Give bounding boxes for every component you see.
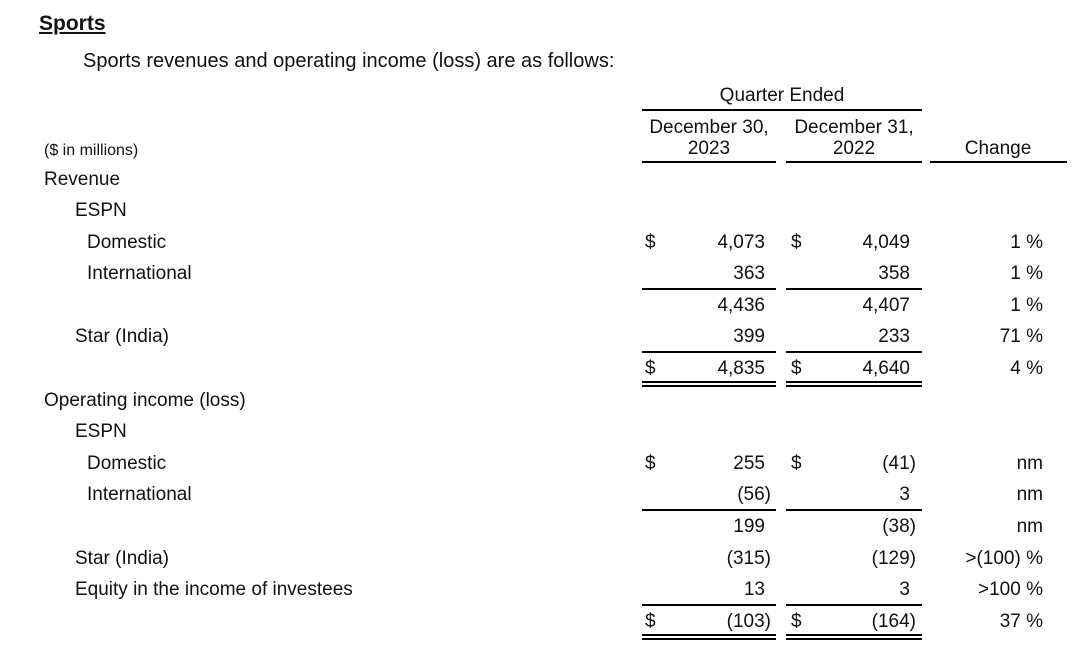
value-2023: 13 [743,579,765,600]
row-label: Star (India) [75,326,169,347]
currency-symbol: $ [791,611,802,632]
value-2023: (103) [726,611,771,632]
value-2022: (164) [871,611,916,632]
value-change: 1 % [1010,263,1043,284]
value-2022: 358 [878,263,910,284]
value-2022: 233 [878,326,910,347]
row-label: Equity in the income of investees [75,579,353,600]
row-label: Operating income (loss) [44,390,246,411]
col1-header-rule [642,161,776,163]
row-label: ESPN [75,200,127,221]
total-rule [642,604,776,606]
double-underline [786,634,922,640]
total-rule [786,604,922,606]
value-2023: 4,436 [717,295,765,316]
currency-symbol: $ [791,232,802,253]
value-2022: (38) [882,516,916,537]
value-change: >(100) % [965,548,1043,569]
col1-header-line2: 2023 [687,138,731,159]
double-underline [642,634,776,640]
value-change: 1 % [1010,232,1043,253]
currency-symbol: $ [645,232,656,253]
double-underline [786,381,922,387]
subtotal-rule [642,509,776,511]
value-change: 4 % [1010,358,1043,379]
units-label: ($ in millions) [44,142,139,159]
currency-symbol: $ [645,358,656,379]
value-2023: 4,835 [717,358,765,379]
section-title: Sports [39,12,106,35]
currency-symbol: $ [645,611,656,632]
total-rule [642,351,776,353]
value-change: nm [1016,516,1043,537]
quarter-ended-header: Quarter Ended [719,85,845,106]
value-2023: (315) [726,548,771,569]
value-2022: 4,049 [862,232,910,253]
row-label: ESPN [75,421,127,442]
subtotal-rule [642,288,776,290]
value-2022: 4,407 [862,295,910,316]
value-2022: 3 [899,579,910,600]
row-label: International [87,484,192,505]
col2-header-line1: December 31, [794,117,914,138]
value-2023: 4,073 [717,232,765,253]
value-change: >100 % [978,579,1043,600]
total-rule [786,351,922,353]
row-label: Domestic [87,232,167,253]
col1-header-line1: December 30, [649,117,769,138]
value-2023: 363 [733,263,765,284]
value-2022: (41) [882,453,916,474]
col2-header-rule [786,161,922,163]
value-change: 1 % [1010,295,1043,316]
row-label: Revenue [44,169,121,190]
value-2022: 3 [899,484,910,505]
value-2023: (56) [737,484,771,505]
col2-header-line2: 2022 [832,138,876,159]
intro-text: Sports revenues and operating income (loss) are as follows: [83,50,615,72]
value-2023: 399 [733,326,765,347]
currency-symbol: $ [645,453,656,474]
value-change: 37 % [999,611,1043,632]
value-2023: 199 [733,516,765,537]
value-change: nm [1016,453,1043,474]
row-label: Star (India) [75,548,169,569]
value-2022: 4,640 [862,358,910,379]
change-header-rule [930,161,1067,163]
value-change: nm [1016,484,1043,505]
subtotal-rule [786,288,922,290]
value-2023: 255 [733,453,765,474]
header-rule [642,109,922,111]
double-underline [642,381,776,387]
change-header: Change [964,138,1032,159]
currency-symbol: $ [791,453,802,474]
value-change: 71 % [999,326,1043,347]
currency-symbol: $ [791,358,802,379]
row-label: International [87,263,192,284]
value-2022: (129) [871,548,916,569]
row-label: Domestic [87,453,167,474]
subtotal-rule [786,509,922,511]
